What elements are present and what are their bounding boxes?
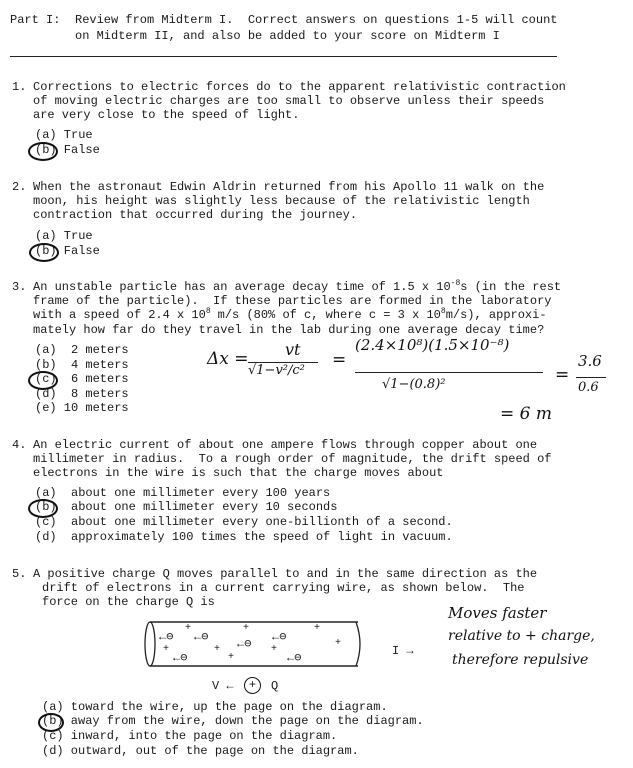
charge-label: Q	[271, 679, 279, 693]
positive-ion: +	[214, 644, 221, 655]
header-line-1: Review from Midterm I. Correct answers on questions 1-5 will count	[75, 13, 558, 27]
handwritten-numerator-2: (2.4×10⁸)(1.5×10⁻⁸)	[355, 336, 510, 354]
current-label: I →	[392, 644, 414, 658]
option-b[interactable]: (b) 4 meters	[35, 358, 129, 372]
positive-ion: +	[228, 652, 235, 663]
question-text: drift of electrons in a current carrying wire, as shown below. The	[42, 581, 525, 595]
superscript: 8	[440, 307, 446, 316]
question-text: electrons in the wire is such that the charge moves about	[33, 466, 444, 480]
positive-ion: +	[185, 623, 192, 634]
question-text: contraction that occurred during the journey.	[33, 208, 358, 222]
option-a[interactable]: (a) 2 meters	[35, 343, 129, 357]
question-text: millimeter in radius. To a rough order of magnitude, the drift speed of	[33, 452, 552, 466]
positive-ion: +	[271, 644, 278, 655]
positive-ion: +	[243, 623, 250, 634]
question-number: 1.	[12, 80, 27, 94]
question-number: 4.	[12, 438, 27, 452]
handwritten-denominator-2: √1−(0.8)²	[382, 377, 446, 392]
option-a[interactable]: (a) about one millimeter every 100 years	[35, 486, 331, 500]
handwritten-equals-2: =	[555, 365, 570, 385]
question-text: moon, his height was slightly less because of the relativistic length	[33, 194, 530, 208]
handwritten-note-line-1: Moves faster	[448, 604, 547, 622]
positive-charge-q: +	[244, 677, 261, 694]
option-d[interactable]: (d) 8 meters	[35, 387, 129, 401]
option-a[interactable]: (a) True	[35, 229, 93, 243]
handwritten-denominator: √1−v²/c²	[248, 363, 305, 378]
question-text: A positive charge Q moves parallel to and in the same direction as the	[33, 567, 538, 581]
handwritten-equals: =	[332, 350, 347, 370]
question-text: force on the charge Q is	[42, 595, 215, 609]
question-text: An electric current of about one ampere flows through copper about one	[33, 438, 538, 452]
question-text: m/s), approxi-	[445, 308, 547, 322]
question-text: mately how far do they travel in the lab during one average decay time?	[33, 323, 545, 337]
question-number: 5.	[12, 567, 27, 581]
question-text: frame of the particle). If these particles are formed in the laboratory	[33, 294, 552, 308]
part-label: Part I:	[10, 13, 61, 27]
superscript: -8	[450, 279, 461, 288]
handwritten-note-line-3: therefore repulsive	[452, 652, 589, 668]
option-e[interactable]: (e) 10 meters	[35, 401, 129, 415]
question-text: When the astronaut Edwin Aldrin returned from his Apollo 11 walk on the	[33, 180, 545, 194]
velocity-label: V ←	[212, 679, 234, 693]
positive-ion: +	[314, 623, 321, 634]
handwritten-fraction-den: 0.6	[578, 380, 599, 395]
handwritten-formula-lhs: Δx =	[207, 349, 249, 369]
question-text: m/s (80% of c, where c = 3 x 10	[217, 308, 441, 322]
superscript: 8	[205, 307, 211, 316]
header-line-2: on Midterm II, and also be added to your score on Midterm I	[75, 29, 500, 43]
option-b[interactable]: (b) False	[35, 143, 100, 157]
wire-end	[145, 622, 155, 666]
electron: ←⊖	[194, 630, 209, 644]
question-text: Corrections to electric forces do to the apparent relativistic contraction	[33, 80, 566, 94]
question-text: s (in the rest	[460, 280, 562, 294]
option-b[interactable]: (b) False	[35, 244, 100, 258]
option-c[interactable]: (c) inward, into the page on the diagram.	[42, 729, 338, 743]
handwritten-numerator: vt	[285, 340, 301, 359]
question-text: with a speed of 2.4 x 10	[33, 308, 206, 322]
option-d[interactable]: (d) approximately 100 times the speed of light in vacuum.	[35, 530, 453, 544]
positive-ion: +	[163, 644, 170, 655]
electron: ←⊖	[287, 651, 302, 665]
electron: ←⊖	[237, 637, 252, 651]
electron: ←⊖	[159, 630, 174, 644]
question-number: 2.	[12, 180, 27, 194]
handwritten-result: = 6 m	[500, 404, 552, 424]
question-text: An unstable particle has an average decay time of 1.5 x 10	[33, 280, 451, 294]
question-text: of moving electric charges are too small to observe unless their speeds	[33, 94, 545, 108]
handwritten-note-line-2: relative to + charge,	[448, 628, 595, 644]
question-number: 3.	[12, 280, 27, 294]
option-a[interactable]: (a) toward the wire, up the page on the diagram.	[42, 700, 388, 714]
option-a[interactable]: (a) True	[35, 128, 93, 142]
option-b[interactable]: (b) away from the wire, down the page on the diagram.	[42, 714, 424, 728]
electron: ←⊖	[173, 651, 188, 665]
option-c[interactable]: (c) about one millimeter every one-billionth of a second.	[35, 515, 453, 529]
option-c[interactable]: (c) 6 meters	[35, 372, 129, 386]
positive-ion: +	[335, 638, 342, 649]
question-text: are very close to the speed of light.	[33, 108, 300, 122]
handwritten-fraction-num: 3.6	[578, 352, 602, 370]
electron: ←⊖	[272, 630, 287, 644]
wire-end	[356, 622, 360, 666]
answer-circle	[38, 713, 64, 732]
option-d[interactable]: (d) outward, out of the page on the diagram.	[42, 744, 359, 758]
option-b[interactable]: (b) about one millimeter every 10 seconds	[35, 500, 338, 514]
